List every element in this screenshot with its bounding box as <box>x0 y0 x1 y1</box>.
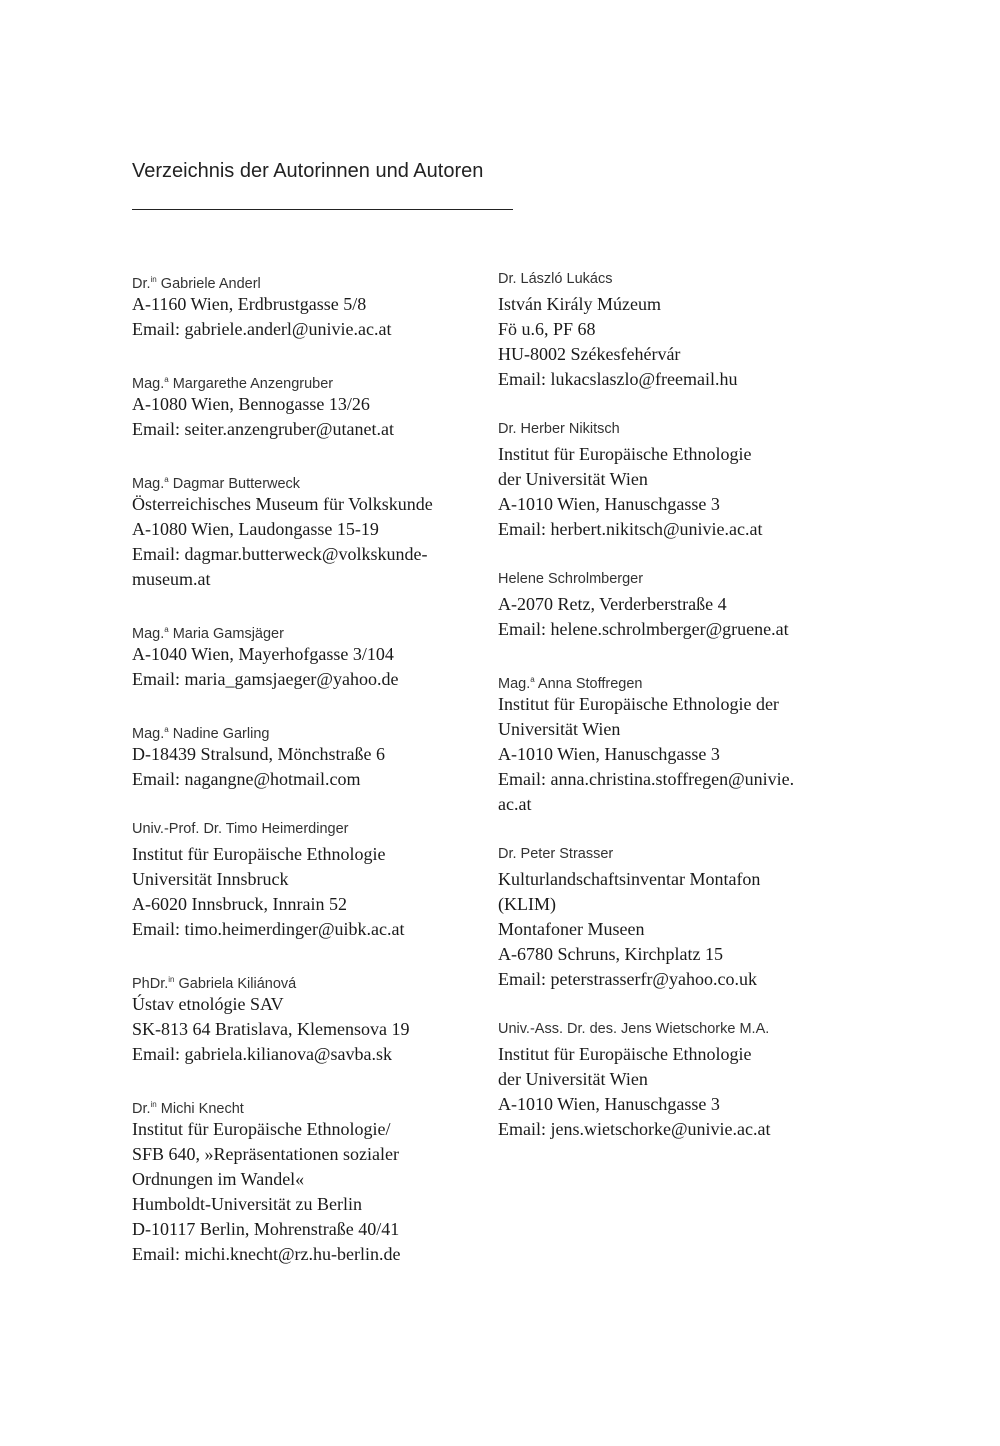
author-address-line: A-1160 Wien, Erdbrustgasse 5/8 <box>132 294 367 314</box>
author-entry <box>498 567 838 642</box>
author-entry <box>132 817 482 942</box>
author-entry <box>498 267 838 392</box>
author-address-line: A-6020 Innsbruck, Innrain 52 <box>132 894 347 914</box>
author-title-prefix: PhDr. <box>132 976 169 992</box>
author-address-line: Humboldt-Universität zu Berlin <box>132 1194 362 1214</box>
author-email: Email: gabriela.kilianova@savba.sk <box>132 1044 392 1064</box>
author-address-line: Institut für Europäische Ethnologie <box>498 444 752 464</box>
author-entry <box>132 617 482 692</box>
author-entry <box>498 842 838 992</box>
author-entry <box>132 717 482 792</box>
author-title-superscript: a <box>164 725 169 734</box>
author-title-prefix: Dr. Herber Nikitsch <box>498 421 620 437</box>
author-title-prefix: Dr. <box>132 1101 151 1117</box>
author-name-text: Michi Knecht <box>156 1101 244 1117</box>
author-email: Email: anna.christina.stoffregen@univie. <box>498 769 795 789</box>
author-title-prefix: Univ.-Ass. Dr. des. Jens Wietschorke M.A. <box>498 1021 770 1037</box>
author-name-text: Gabriela Kiliánová <box>174 976 297 992</box>
author-title-prefix: Mag. <box>132 476 165 492</box>
author-title-superscript: in <box>150 275 157 284</box>
author-entry <box>498 1017 838 1142</box>
author-name <box>132 817 482 842</box>
author-name-text: Gabriele Anderl <box>156 276 261 292</box>
author-name <box>498 267 838 292</box>
author-list-right-column <box>498 267 838 1167</box>
author-entry <box>132 1092 482 1267</box>
author-name <box>132 717 482 742</box>
author-address-line: A-2070 Retz, Verderberstraße 4 <box>498 594 727 614</box>
author-email: Email: michi.knecht@rz.hu-berlin.de <box>132 1244 401 1264</box>
author-email: Email: helene.schrolmberger@gruene.at <box>498 619 789 639</box>
author-address-line: SFB 640, »Repräsentationen sozialer <box>132 1144 399 1164</box>
author-title-superscript: a <box>164 475 169 484</box>
author-address-line: A-6780 Schruns, Kirchplatz 15 <box>498 944 723 964</box>
author-entry <box>132 467 482 592</box>
author-address-line: Ústav etnológie SAV <box>132 994 284 1014</box>
author-list-left-column <box>132 267 482 1292</box>
author-address-line: A-1080 Wien, Laudongasse 15-19 <box>132 519 379 539</box>
author-title-superscript: a <box>530 675 535 684</box>
author-address-line: der Universität Wien <box>498 469 648 489</box>
author-title-superscript: in <box>168 975 175 984</box>
author-title-prefix: Univ.-Prof. Dr. Timo Heimerdinger <box>132 821 349 837</box>
author-title-superscript: a <box>164 375 169 384</box>
author-email: Email: herbert.nikitsch@univie.ac.at <box>498 519 763 539</box>
author-address-line: Institut für Europäische Ethnologie/ <box>132 1119 391 1139</box>
author-name <box>498 417 838 442</box>
author-name <box>132 267 482 292</box>
author-name-text: Margarethe Anzengruber <box>168 376 334 392</box>
author-name <box>132 367 482 392</box>
author-address-line: SK-813 64 Bratislava, Klemensova 19 <box>132 1019 410 1039</box>
author-address-line: Österreichisches Museum für Volkskunde <box>132 494 433 514</box>
author-title-prefix: Mag. <box>132 376 165 392</box>
author-address-line: Universität Innsbruck <box>132 869 289 889</box>
author-email: Email: gabriele.anderl@univie.ac.at <box>132 319 392 339</box>
author-name <box>132 1092 482 1117</box>
author-email: Email: seiter.anzengruber@utanet.at <box>132 419 394 439</box>
author-name <box>132 967 482 992</box>
author-title-superscript: a <box>164 625 169 634</box>
author-title-prefix: Dr. Peter Strasser <box>498 846 614 862</box>
author-email: Email: dagmar.butterweck@volkskunde- <box>132 544 428 564</box>
author-address-line: D-18439 Stralsund, Mönchstraße 6 <box>132 744 385 764</box>
author-address-line: A-1010 Wien, Hanuschgasse 3 <box>498 744 720 764</box>
author-address-line: A-1010 Wien, Hanuschgasse 3 <box>498 494 720 514</box>
author-address-line: István Király Múzeum <box>498 294 661 314</box>
author-name <box>498 667 838 692</box>
author-address-line: HU-8002 Székesfehérvár <box>498 344 681 364</box>
author-title-prefix: Mag. <box>132 626 165 642</box>
author-address-line: Institut für Europäische Ethnologie <box>132 844 386 864</box>
author-address-line: Kulturlandschaftsinventar Montafon <box>498 869 761 889</box>
author-name <box>132 617 482 642</box>
author-address-line: Ordnungen im Wandel« <box>132 1169 305 1189</box>
author-title-superscript: in <box>150 1100 157 1109</box>
author-address-line: Montafoner Museen <box>498 919 645 939</box>
author-title-prefix: Helene Schrolmberger <box>498 571 644 587</box>
author-title-prefix: Mag. <box>132 726 165 742</box>
author-email: Email: nagangne@hotmail.com <box>132 769 361 789</box>
author-title-prefix: Dr. <box>132 276 151 292</box>
title-underline <box>132 209 513 210</box>
author-address-line: der Universität Wien <box>498 1069 648 1089</box>
author-name <box>498 1017 838 1042</box>
author-name <box>498 842 838 867</box>
author-name-text: Dagmar Butterweck <box>168 476 301 492</box>
author-entry <box>498 417 838 542</box>
author-name <box>132 467 482 492</box>
author-title-prefix: Mag. <box>498 676 531 692</box>
author-email: Email: lukacslaszlo@freemail.hu <box>498 369 738 389</box>
author-title-prefix: Dr. László Lukács <box>498 271 613 287</box>
page-title: Verzeichnis der Autorinnen und Autoren <box>132 160 484 182</box>
author-address-line: D-10117 Berlin, Mohrenstraße 40/41 <box>132 1219 400 1239</box>
author-name-text: Maria Gamsjäger <box>168 626 284 642</box>
author-name-text: Anna Stoffregen <box>534 676 643 692</box>
author-entry <box>132 367 482 442</box>
author-entry <box>132 267 482 342</box>
author-email: Email: maria_gamsjaeger@yahoo.de <box>132 669 399 689</box>
author-address-line: A-1040 Wien, Mayerhofgasse 3/104 <box>132 644 394 664</box>
author-address-line: Institut für Europäische Ethnologie der <box>498 694 779 714</box>
author-name <box>498 567 838 592</box>
author-address-line: Institut für Europäische Ethnologie <box>498 1044 752 1064</box>
author-email: Email: timo.heimerdinger@uibk.ac.at <box>132 919 405 939</box>
author-entry <box>498 667 838 817</box>
author-email: Email: jens.wietschorke@univie.ac.at <box>498 1119 771 1139</box>
author-address-line: ac.at <box>498 794 532 814</box>
author-address-line: (KLIM) <box>498 894 556 914</box>
author-address-line: Universität Wien <box>498 719 621 739</box>
author-address-line: Fö u.6, PF 68 <box>498 319 596 339</box>
author-address-line: A-1080 Wien, Bennogasse 13/26 <box>132 394 370 414</box>
author-address-line: museum.at <box>132 569 211 589</box>
author-email: Email: peterstrasserfr@yahoo.co.uk <box>498 969 757 989</box>
author-address-line: A-1010 Wien, Hanuschgasse 3 <box>498 1094 720 1114</box>
author-name-text: Nadine Garling <box>168 726 270 742</box>
author-entry <box>132 967 482 1067</box>
